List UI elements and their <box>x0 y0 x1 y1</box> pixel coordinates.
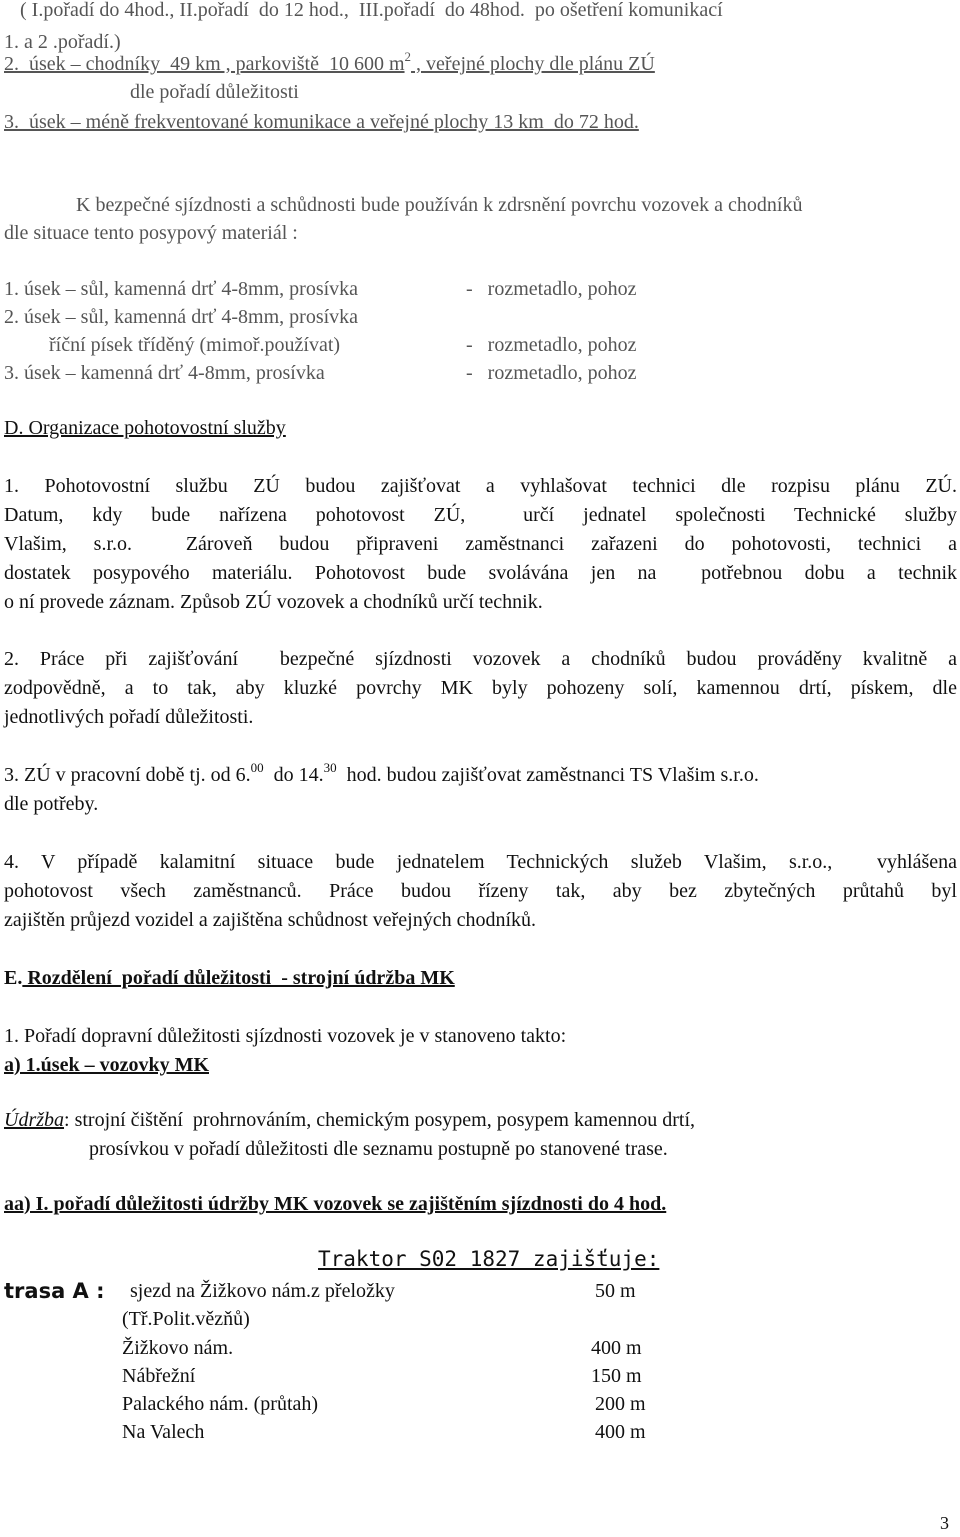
route-street: sjezd na Žižkovo nám.z přeložky <box>130 1280 395 1302</box>
route-street: Palackého nám. (průtah) <box>122 1393 319 1415</box>
list-item-text: 3. úsek – méně frekventované komunikace a veřejné plochy 13 km do 72 hod. <box>4 111 639 133</box>
list-item-continuation: dle pořadí důležitosti <box>130 81 299 103</box>
priority-note-line: ( I.pořadí do 4hod., II.pořadí do 12 hod., III.pořadí do 48hod. po ošetření komunikací <box>20 0 723 21</box>
hours-text: do 14. <box>263 764 324 786</box>
route-street: Na Valech <box>122 1421 205 1443</box>
route-length: 200 m <box>595 1393 646 1415</box>
material-row-right: - rozmetadlo, pohoz <box>466 278 637 300</box>
maintenance-text: : strojní čištění prohrnováním, chemickým posypem, posypem kamennou drtí, <box>64 1109 696 1131</box>
list-item-sidewalks <box>4 49 655 78</box>
paragraph-line: Datum, kdy bude nařízena pohotovost ZÚ, určí jednatel společnosti Technické služby <box>4 504 957 526</box>
material-row-right: - rozmetadlo, pohoz <box>466 334 637 356</box>
hours-text: hod. budou zajišťovat zaměstnanci TS Vlašim s.r.o. <box>336 764 759 786</box>
material-row-left: 3. úsek – kamenná drť 4-8mm, prosívka <box>4 362 325 384</box>
material-row-left: říční písek tříděný (mimoř.používat) <box>4 334 341 356</box>
paragraph-line: Vlašim, s.r.o. Zároveň budou připraveni zaměstnanci zařazeni do pohotovosti, technici a <box>4 533 957 555</box>
superscript: 00 <box>250 760 264 775</box>
subsection-aa-heading: aa) I. pořadí důležitosti údržby MK vozovek se zajištěním sjízdnosti do 4 hod. <box>4 1193 667 1215</box>
route-length: 400 m <box>591 1337 642 1359</box>
material-row-left: 2. úsek – sůl, kamenná drť 4-8mm, prosívka <box>4 306 359 328</box>
material-row-right: - rozmetadlo, pohoz <box>466 362 637 384</box>
paragraph-line: zajištěn průjezd vozidel a zajištěna schůdnost veřejných chodníků. <box>4 909 537 931</box>
route-length: 50 m <box>595 1280 636 1302</box>
paragraph-line: 4. V případě kalamitní situace bude jednatelem Technických služeb Vlašim, s.r.o., vyhlášena <box>4 851 957 873</box>
maintenance-line: prosívkou v pořadí důležitosti dle seznamu postupně po stanovené trase. <box>89 1138 668 1160</box>
paragraph-line-hours <box>4 760 759 789</box>
route-street: Nábřežní <box>122 1365 196 1387</box>
paragraph-line: jednotlivých pořadí důležitosti. <box>4 706 254 728</box>
materials-intro: K bezpečné sjízdnosti a schůdnosti bude používán k zdrsnění povrchu vozovek a chodníků <box>76 194 803 216</box>
paragraph-line: 2. Práce při zajišťování bezpečné sjízdnosti vozovek a chodníků budou prováděny kvalitně a <box>4 648 957 670</box>
paragraph-line: dostatek posypového materiálu. Pohotovost bude svolávána jen na potřebnou dobu a technik <box>4 562 957 584</box>
hours-text: 3. ZÚ v pracovní době tj. od 6. <box>4 764 251 786</box>
route-length: 150 m <box>591 1365 642 1387</box>
list-item-less-frequent <box>4 110 639 134</box>
route-length: 400 m <box>595 1421 646 1443</box>
maintenance-label: Údržba <box>4 1109 65 1131</box>
route-street: (Tř.Polit.vězňů) <box>122 1308 250 1330</box>
list-item-text: , veřejné plochy dle plánu ZÚ <box>411 53 655 75</box>
material-row-left: 1. úsek – sůl, kamenná drť 4-8mm, prosívka <box>4 278 359 300</box>
page-number: 3 <box>940 1513 949 1533</box>
superscript: 30 <box>323 760 337 775</box>
superscript: 2 <box>404 49 412 64</box>
section-d-heading: D. Organizace pohotovostní služby <box>4 417 286 439</box>
paragraph-line: dle potřeby. <box>4 793 99 815</box>
paragraph-line: 1. Pohotovostní službu ZÚ budou zajišťovat a vyhlašovat technici dle rozpisu plánu ZÚ. <box>4 475 957 497</box>
paragraph-line: o ní provede záznam. Způsob ZÚ vozovek a chodníků určí technik. <box>4 591 543 613</box>
maintenance-line <box>4 1108 695 1132</box>
route-street: Žižkovo nám. <box>122 1337 234 1359</box>
section-e-heading <box>4 966 455 990</box>
section-e-title: Rozdělení pořadí důležitosti - strojní údržba MK <box>22 967 455 989</box>
paragraph-line: 1. Pořadí dopravní důležitosti sjízdnosti vozovek je v stanoveno takto: <box>4 1025 567 1047</box>
route-label: trasa A : <box>4 1279 105 1303</box>
tractor-title: Traktor S02 1827 zajišťuje: <box>318 1247 660 1271</box>
priority-note-line: 1. a 2 .pořadí.) <box>4 31 121 53</box>
paragraph-line: zodpovědně, a to tak, aby kluzké povrchy MK byly pohozeny solí, kamennou drtí, pískem, dle <box>4 677 957 699</box>
list-item-text: 2. úsek – chodníky 49 km , parkoviště 10 600 m <box>4 53 405 75</box>
subsection-a-heading: a) 1.úsek – vozovky MK <box>4 1054 209 1076</box>
materials-intro: dle situace tento posypový materiál : <box>4 222 298 244</box>
section-e-prefix: E. <box>4 967 23 989</box>
paragraph-line: pohotovost všech zaměstnanců. Práce budou řízeny tak, aby bez zbytečných průtahů byl <box>4 880 957 902</box>
